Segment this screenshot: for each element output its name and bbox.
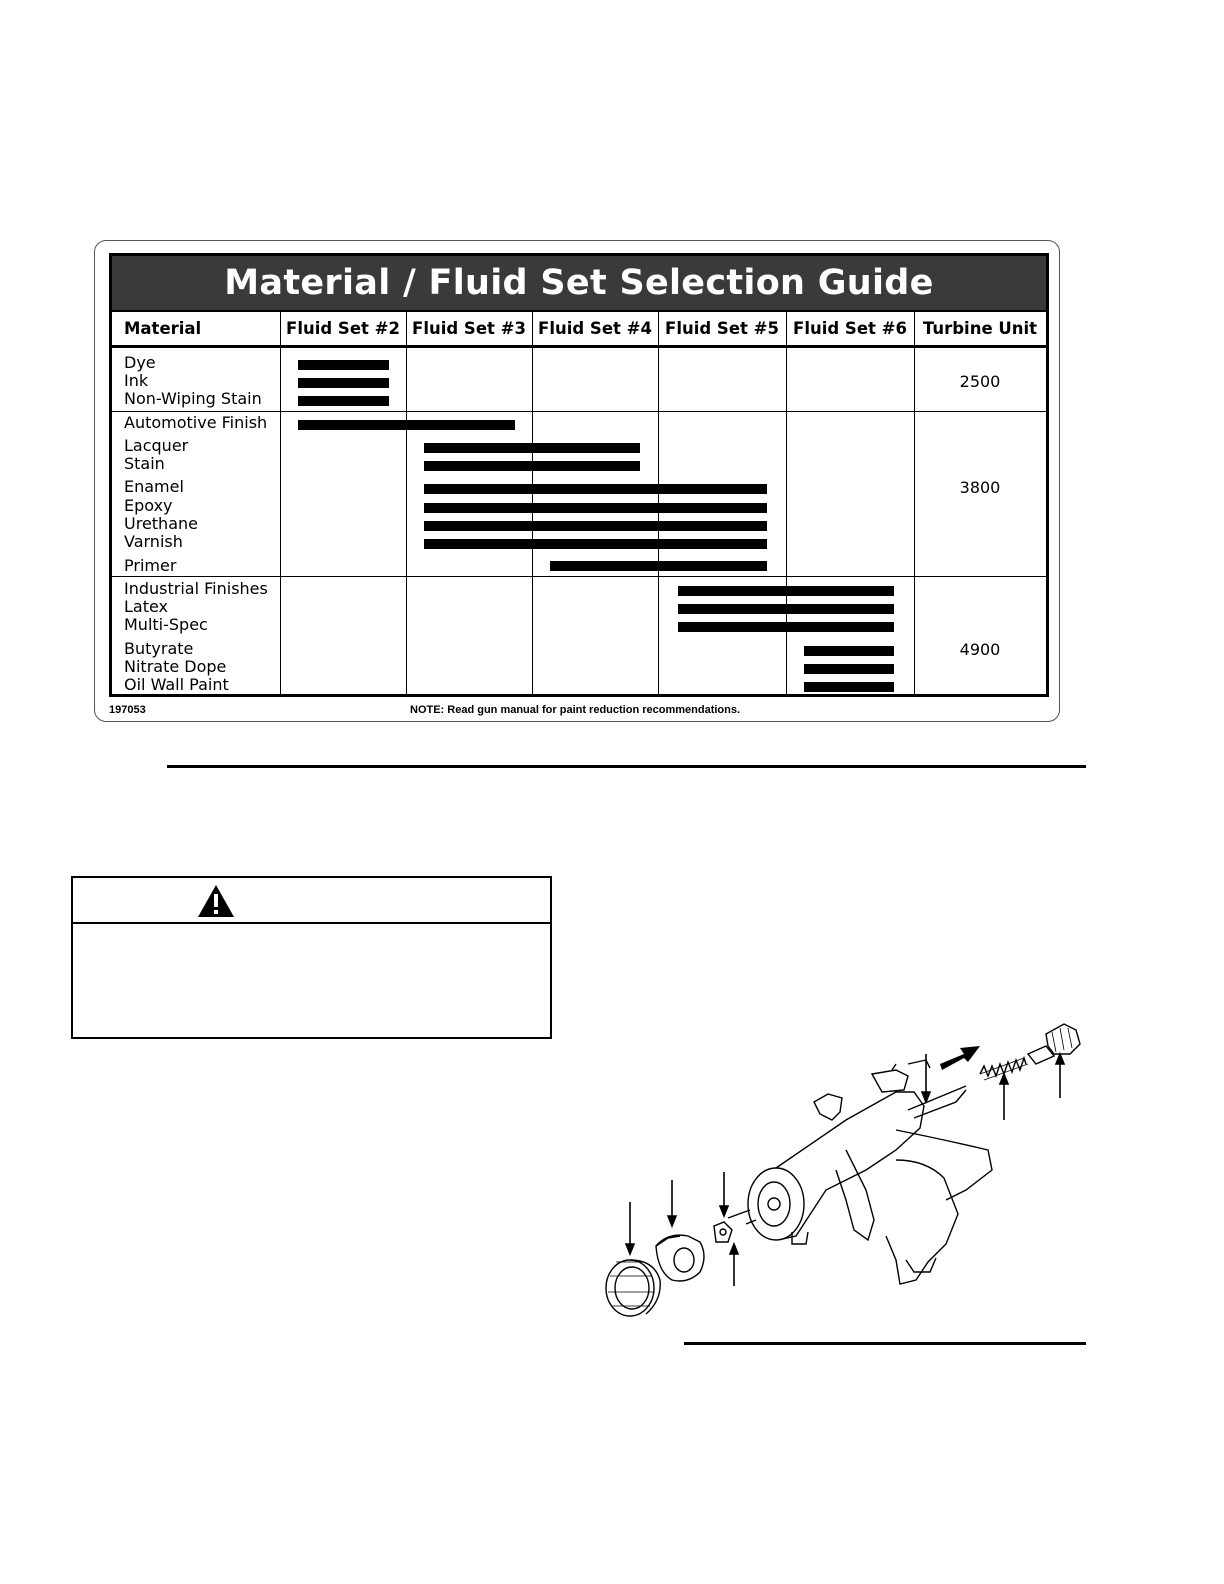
material-dye: Dye <box>124 353 156 372</box>
col-header-fluid-set-2: Fluid Set #2 <box>286 319 400 338</box>
paint-reduction-note: NOTE: Read gun manual for paint reduction recommendations. <box>410 704 741 716</box>
material-stain: Stain <box>124 454 165 473</box>
material-industrial-finishes: Industrial Finishes <box>124 579 268 598</box>
gun-body-icon <box>728 1060 992 1284</box>
col-header-turbine-unit: Turbine Unit <box>922 319 1038 338</box>
header-row <box>112 310 1046 348</box>
air-cap-ring-icon <box>606 1260 660 1316</box>
material-urethane: Urethane <box>124 514 198 533</box>
compatibility-bar-ink <box>298 378 389 388</box>
warning-triangle-icon <box>197 884 235 918</box>
compatibility-bar-lacquer <box>424 443 640 453</box>
turbine-value-2500: 2500 <box>959 372 1001 391</box>
compatibility-bar-dye <box>298 360 389 370</box>
column-divider <box>786 310 787 697</box>
fluid-adjustment-knob-icon <box>1028 1024 1080 1064</box>
compatibility-bar-primer <box>550 561 767 571</box>
compatibility-bar-butyrate <box>804 646 894 656</box>
turbine-value-3800: 3800 <box>959 478 1001 497</box>
compatibility-bar-industrial-finishes <box>678 586 894 596</box>
compatibility-bar-latex <box>678 604 894 614</box>
nozzle-icon <box>714 1222 732 1242</box>
group-divider <box>112 411 1046 412</box>
material-lacquer: Lacquer <box>124 436 189 455</box>
material-ink: Ink <box>124 371 149 390</box>
part-number: 197053 <box>109 704 146 716</box>
selection-guide-table <box>109 253 1049 697</box>
section-rule <box>167 765 1086 768</box>
material-non-wiping-stain: Non-Wiping Stain <box>124 389 262 408</box>
spray-cap-icon <box>656 1235 704 1281</box>
compatibility-bar-non-wiping-stain <box>298 396 389 406</box>
material-varnish: Varnish <box>124 532 183 551</box>
compatibility-bar-automotive-finish <box>298 420 515 430</box>
warning-header <box>73 878 550 924</box>
group-divider <box>112 576 1046 577</box>
col-header-material: Material <box>124 319 202 338</box>
material-primer: Primer <box>124 556 177 575</box>
compatibility-bar-varnish <box>424 539 767 549</box>
compatibility-bar-enamel <box>424 484 767 494</box>
material-latex: Latex <box>124 597 169 616</box>
compatibility-bar-multi-spec <box>678 622 894 632</box>
material-automotive-finish: Automotive Finish <box>124 413 268 432</box>
forward-arrow-icon <box>940 1046 980 1070</box>
needle-icon <box>908 1086 966 1110</box>
compatibility-bar-oil-wall-paint <box>804 682 894 692</box>
guide-title: Material / Fluid Set Selection Guide <box>112 256 1046 310</box>
material-multi-spec: Multi-Spec <box>124 615 208 634</box>
material-nitrate-dope: Nitrate Dope <box>124 657 227 676</box>
compatibility-bar-stain <box>424 461 640 471</box>
material-oil-wall-paint: Oil Wall Paint <box>124 675 229 694</box>
warning-box <box>71 876 552 1039</box>
col-header-fluid-set-3: Fluid Set #3 <box>412 319 526 338</box>
compatibility-bar-nitrate-dope <box>804 664 894 674</box>
spray-gun-disassembly-illustration <box>596 1010 1086 1330</box>
compatibility-bar-epoxy <box>424 503 767 513</box>
column-divider <box>280 310 281 697</box>
col-header-fluid-set-6: Fluid Set #6 <box>793 319 907 338</box>
compatibility-bar-urethane <box>424 521 767 531</box>
column-divider <box>914 310 915 697</box>
col-header-fluid-set-5: Fluid Set #5 <box>665 319 779 338</box>
col-header-fluid-set-4: Fluid Set #4 <box>538 319 652 338</box>
material-epoxy: Epoxy <box>124 496 173 515</box>
material-butyrate: Butyrate <box>124 639 194 658</box>
column-divider <box>406 310 407 697</box>
turbine-value-4900: 4900 <box>959 640 1001 659</box>
material-enamel: Enamel <box>124 477 184 496</box>
illustration-rule <box>684 1342 1086 1345</box>
